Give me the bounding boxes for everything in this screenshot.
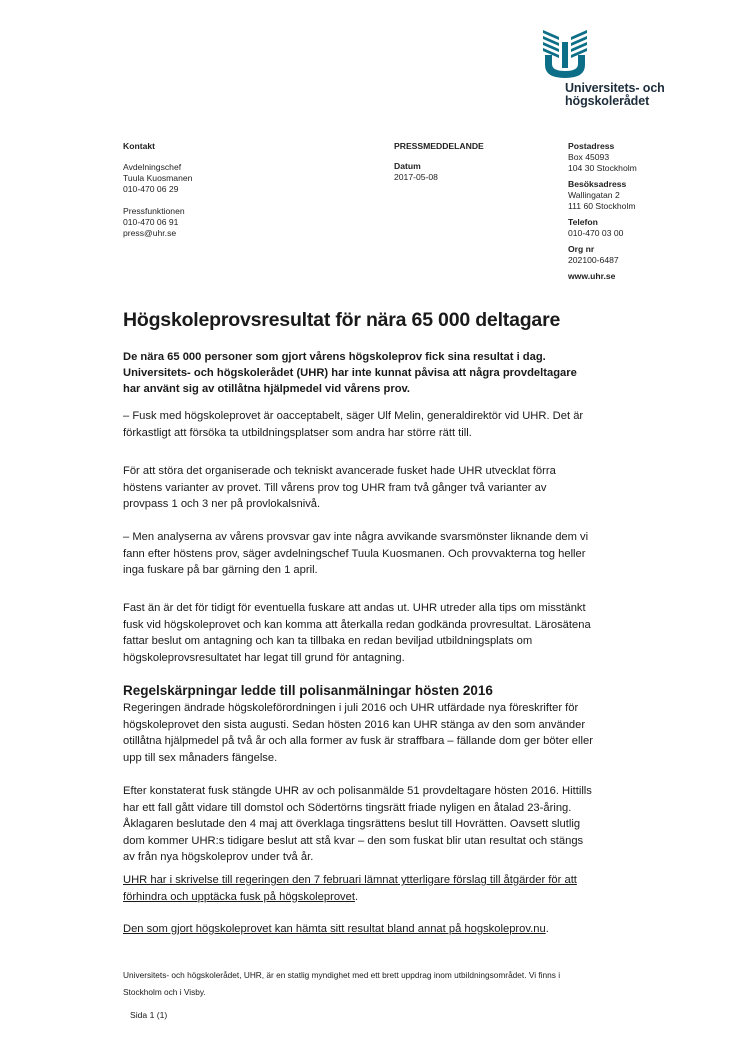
release-date: 2017-05-08 [394, 172, 438, 182]
paragraph-4: Fast än är det för tidigt för eventuella fuskare att andas ut. UHR utreder alla tips om misstänkt fusk vid högskoleprovet och kan komma att återkalla redan godkända provresultat. Lärosätena fattar beslut om antagning och kan ta tillbaka en redan beviljad utbildningsplats om högskoleprovsresultatet har legat till grund för antagning. [123, 602, 591, 664]
uhr-logo [541, 28, 691, 110]
paragraph-1: – Fusk med högskoleprovet är oacceptabelt, säger Ulf Melin, generaldirektör vid UHR. Det är förkastligt att försöka ta utbildningsplatser som andra har större rätt till. [123, 410, 584, 439]
press-label: Pressfunktionen [123, 206, 185, 216]
link-paragraph-1 [123, 872, 593, 905]
lead-paragraph: De nära 65 000 personer som gjort vårens högskoleprov fick sina resultat i dag. Universitets- och högskolerådet (UHR) har inte kunnat påvisa att några provdeltagare har använt sig av otillåtna hjälpmedel vid vårens prov. [123, 351, 577, 395]
contact-label: Kontakt [123, 141, 155, 151]
visit-line-2: 111 60 Stockholm [568, 201, 636, 211]
link-2-period: . [545, 923, 549, 935]
contact-block [123, 141, 192, 239]
org-block [568, 141, 637, 282]
visit-label: Besöksadress [568, 179, 627, 189]
paragraph-6: Efter konstaterat fusk stängde UHR av och polisanmälde 51 provdeltagare hösten 2016. Hittills har ett fall gått vidare till domstol och Södertörns tingsrätt friade nyligen en åtalad 23-åring. Åklagaren beslutade den 4 maj att överklaga tingsrättens beslut till Hovrätten. Oavsett slutlig dom kommer UHR:s tidigare beslut att stå kvar – den som fuskat blir utan resultat och stängs av från nya högskoleprov under två år. [123, 785, 592, 863]
hogskoleprov-link[interactable]: hogskoleprov.nu [464, 923, 546, 935]
release-block [394, 141, 484, 183]
uhr-logo-mark-icon [541, 28, 621, 80]
link-paragraph-2 [123, 921, 593, 938]
results-text-link[interactable]: Den som gjort högskoleprovet kan hämta sitt resultat bland annat på [123, 923, 465, 935]
paragraph-5: Regeringen ändrade högskoleförordningen i juli 2016 och UHR utfärdade nya föreskrifter för högskoleprovet den sista augusti. Sedan hösten 2016 kan UHR stänga av den som använder otillåtna hjälpmedel på två år och alla former av fusk är straffbara – fällande dom ger böter eller upp till sex månaders fängelse. [123, 702, 593, 764]
org-number: 202100-6487 [568, 255, 619, 265]
postal-line-1: Box 45093 [568, 152, 610, 162]
phone-label: Telefon [568, 217, 598, 227]
press-phone: 010-470 06 91 [123, 217, 179, 227]
footer-text: Universitets- och högskolerådet, UHR, är en statlig myndighet med ett brett uppdrag inom utbildningsområdet. Vi finns i Stockholm och i Visby. [123, 970, 561, 997]
proposal-link[interactable]: UHR har i skrivelse till regeringen den 7 februari lämnat ytterligare förslag till åtgärder för att förhindra och upptäcka fusk på högskoleprovet [123, 874, 577, 903]
contact-phone: 010-470 06 29 [123, 184, 179, 194]
postal-label: Postadress [568, 141, 615, 151]
release-label: PRESSMEDDELANDE [394, 141, 484, 151]
logo-line-2: högskolerådet [565, 94, 650, 108]
date-label: Datum [394, 161, 421, 171]
logo-line-1: Universitets- och [565, 81, 665, 95]
org-phone: 010-470 03 00 [568, 228, 624, 238]
web-link[interactable]: www.uhr.se [568, 271, 616, 281]
page-title: Högskoleprovsresultat för nära 65 000 deltagare [123, 309, 561, 331]
orgnr-label: Org nr [568, 244, 595, 254]
link-1-period: . [354, 890, 359, 903]
postal-line-2: 104 30 Stockholm [568, 163, 637, 173]
page-number: Sida 1 (1) [130, 1010, 168, 1020]
contact-name: Tuula Kuosmanen [123, 173, 193, 183]
contact-title: Avdelningschef [123, 162, 182, 172]
press-email: press@uhr.se [123, 228, 177, 238]
visit-line-1: Wallingatan 2 [568, 190, 620, 200]
section-heading: Regelskärpningar ledde till polisanmälningar hösten 2016 [123, 683, 493, 698]
paragraph-2: För att störa det organiserade och tekniskt avancerade fusket hade UHR utvecklat förra höstens varianter av provet. Till vårens prov tog UHR fram två gånger två varianter av provpass 1 och 3 ner på provlokalsnivå. [123, 465, 556, 510]
paragraph-3: – Men analyserna av vårens provsvar gav inte några avvikande svarsmönster liknande dem vi fann efter höstens prov, säger avdelningschef Tuula Kuosmanen. Och provvakterna tog heller inga fuskare på bar gärning den 1 april. [123, 531, 589, 576]
